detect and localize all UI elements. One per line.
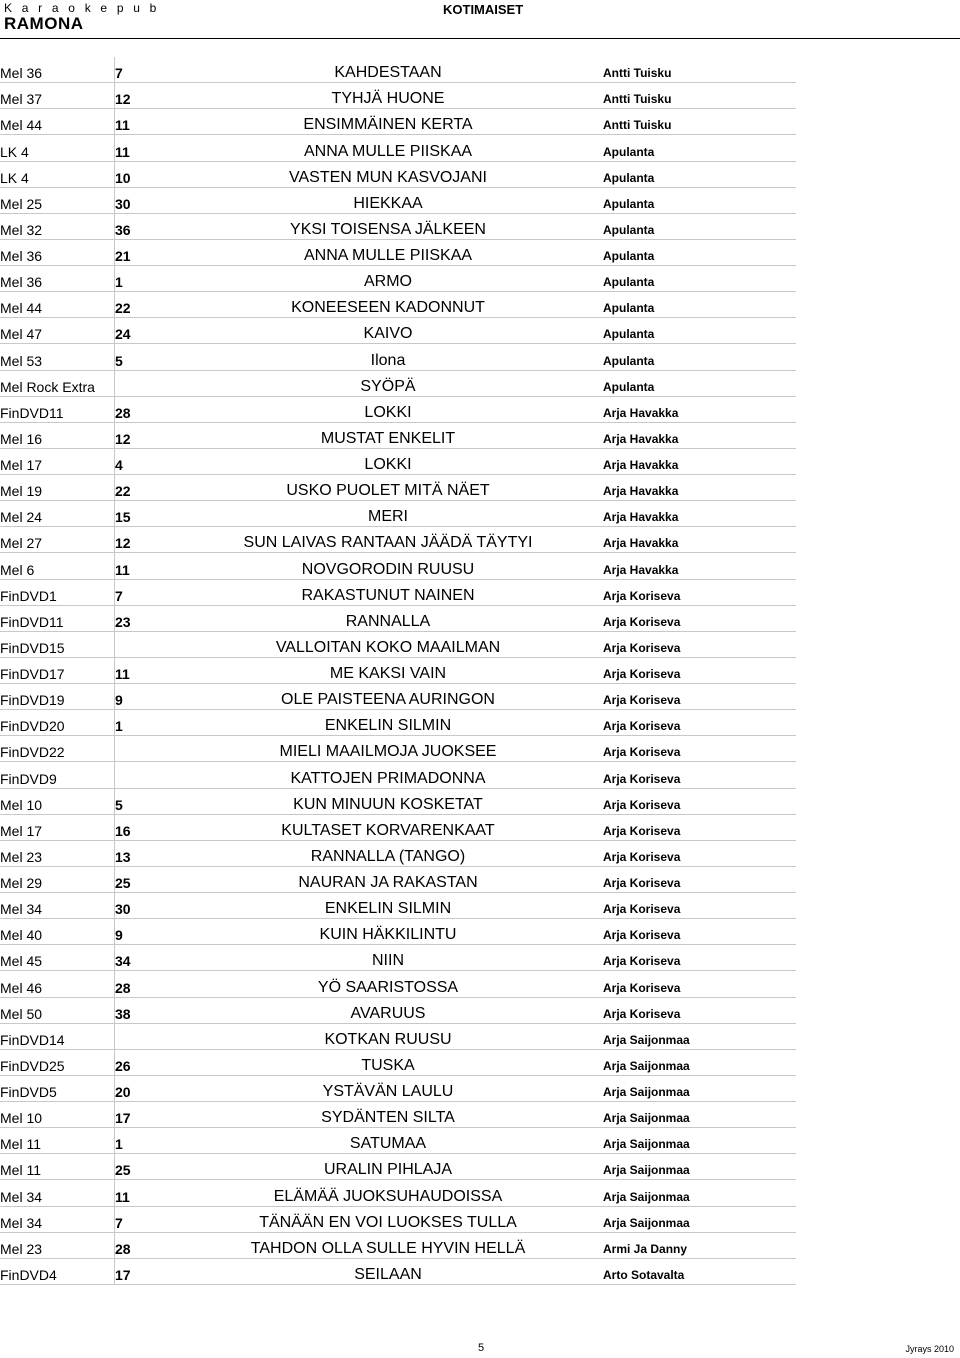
song-source: Mel 19: [0, 475, 115, 501]
song-number: 4: [115, 448, 174, 474]
song-artist: Arja Saijonmaa: [603, 1075, 796, 1101]
table-row: [0, 1075, 796, 1101]
song-source: FinDVD1: [0, 579, 115, 605]
song-artist: Apulanta: [603, 292, 796, 318]
song-source: Mel 36: [0, 266, 115, 292]
song-title: AVARUUS: [173, 997, 603, 1023]
song-artist: Arja Koriseva: [603, 684, 796, 710]
song-artist: Apulanta: [603, 344, 796, 370]
song-artist: Arja Koriseva: [603, 579, 796, 605]
table-row: [0, 945, 796, 971]
song-number: 7: [115, 579, 174, 605]
song-source: Mel 34: [0, 1180, 115, 1206]
table-row: [0, 553, 796, 579]
song-title: VASTEN MUN KASVOJANI: [173, 161, 603, 187]
song-artist: Apulanta: [603, 318, 796, 344]
song-source: FinDVD15: [0, 631, 115, 657]
song-artist: Arja Koriseva: [603, 710, 796, 736]
song-title: ANNA MULLE PIISKAA: [173, 135, 603, 161]
song-source: Mel 44: [0, 109, 115, 135]
song-number: [115, 370, 174, 396]
song-title: Ilona: [173, 344, 603, 370]
table-row: [0, 135, 796, 161]
song-artist: Arja Havakka: [603, 553, 796, 579]
table-row: [0, 1232, 796, 1258]
table-row: [0, 788, 796, 814]
song-artist: Arto Sotavalta: [603, 1258, 796, 1284]
song-title: SATUMAA: [173, 1128, 603, 1154]
table-row: [0, 866, 796, 892]
song-source: FinDVD20: [0, 710, 115, 736]
song-title: RANNALLA: [173, 605, 603, 631]
song-title: KATTOJEN PRIMADONNA: [173, 762, 603, 788]
song-title: KOTKAN RUUSU: [173, 1023, 603, 1049]
table-row: [0, 893, 796, 919]
song-source: Mel 23: [0, 840, 115, 866]
song-number: 22: [115, 292, 174, 318]
song-number: 11: [115, 135, 174, 161]
song-number: 28: [115, 971, 174, 997]
song-title: MUSTAT ENKELIT: [173, 422, 603, 448]
song-title: NOVGORODIN RUUSU: [173, 553, 603, 579]
song-artist: Antti Tuisku: [603, 57, 796, 83]
song-number: 11: [115, 1180, 174, 1206]
song-title: SYDÄNTEN SILTA: [173, 1102, 603, 1128]
song-number: 1: [115, 710, 174, 736]
song-number: 11: [115, 109, 174, 135]
song-source: Mel 50: [0, 997, 115, 1023]
table-row: [0, 501, 796, 527]
song-source: Mel 16: [0, 422, 115, 448]
song-source: Mel Rock Extra: [0, 370, 115, 396]
song-artist: Arja Saijonmaa: [603, 1128, 796, 1154]
song-title: SYÖPÄ: [173, 370, 603, 396]
song-number: 25: [115, 866, 174, 892]
song-artist: Antti Tuisku: [603, 83, 796, 109]
header-divider: [0, 38, 960, 39]
song-artist: Arja Koriseva: [603, 971, 796, 997]
table-row: [0, 213, 796, 239]
song-source: FinDVD17: [0, 657, 115, 683]
song-title: ENKELIN SILMIN: [173, 893, 603, 919]
song-number: 38: [115, 997, 174, 1023]
song-title: SUN LAIVAS RANTAAN JÄÄDÄ TÄYTYI: [173, 527, 603, 553]
footer-note: Jyrays 2010: [905, 1344, 954, 1354]
table-row: [0, 1102, 796, 1128]
song-title: HIEKKAA: [173, 187, 603, 213]
table-row: [0, 83, 796, 109]
song-number: 11: [115, 657, 174, 683]
song-source: Mel 47: [0, 318, 115, 344]
song-title: KAIVO: [173, 318, 603, 344]
song-number: 17: [115, 1102, 174, 1128]
song-number: 10: [115, 161, 174, 187]
song-artist: Arja Saijonmaa: [603, 1102, 796, 1128]
song-artist: Arja Koriseva: [603, 919, 796, 945]
song-artist: Arja Havakka: [603, 422, 796, 448]
song-number: 9: [115, 684, 174, 710]
song-artist: Arja Koriseva: [603, 945, 796, 971]
song-table: [0, 57, 796, 1285]
song-title: ENKELIN SILMIN: [173, 710, 603, 736]
table-row: [0, 396, 796, 422]
song-number: [115, 1023, 174, 1049]
song-number: 16: [115, 814, 174, 840]
table-row: [0, 684, 796, 710]
table-row: [0, 1258, 796, 1284]
section-title: KOTIMAISET: [443, 2, 524, 17]
song-artist: Arja Havakka: [603, 448, 796, 474]
song-number: 7: [115, 1206, 174, 1232]
song-title: OLE PAISTEENA AURINGON: [173, 684, 603, 710]
song-number: 9: [115, 919, 174, 945]
song-source: Mel 44: [0, 292, 115, 318]
song-title: YKSI TOISENSA JÄLKEEN: [173, 213, 603, 239]
song-artist: Apulanta: [603, 135, 796, 161]
song-source: Mel 23: [0, 1232, 115, 1258]
song-source: Mel 46: [0, 971, 115, 997]
song-title: KUN MINUUN KOSKETAT: [173, 788, 603, 814]
song-artist: Apulanta: [603, 161, 796, 187]
song-artist: Arja Koriseva: [603, 997, 796, 1023]
song-source: Mel 36: [0, 239, 115, 265]
table-row: [0, 344, 796, 370]
song-source: Mel 6: [0, 553, 115, 579]
song-source: Mel 17: [0, 448, 115, 474]
song-source: Mel 11: [0, 1154, 115, 1180]
table-row: [0, 1180, 796, 1206]
song-title: KUIN HÄKKILINTU: [173, 919, 603, 945]
brand-tagline: K a r a o k e p u b: [4, 1, 160, 15]
table-row: [0, 448, 796, 474]
song-number: 1: [115, 266, 174, 292]
table-row: [0, 1049, 796, 1075]
song-number: 24: [115, 318, 174, 344]
song-artist: Arja Koriseva: [603, 605, 796, 631]
song-title: TAHDON OLLA SULLE HYVIN HELLÄ: [173, 1232, 603, 1258]
song-artist: Armi Ja Danny: [603, 1232, 796, 1258]
table-row: [0, 710, 796, 736]
table-row: [0, 1128, 796, 1154]
song-source: Mel 10: [0, 1102, 115, 1128]
table-row: [0, 527, 796, 553]
song-number: 5: [115, 788, 174, 814]
song-title: YSTÄVÄN LAULU: [173, 1075, 603, 1101]
table-row: [0, 1154, 796, 1180]
song-source: Mel 45: [0, 945, 115, 971]
song-source: FinDVD25: [0, 1049, 115, 1075]
song-source: FinDVD9: [0, 762, 115, 788]
song-number: [115, 736, 174, 762]
song-source: LK 4: [0, 135, 115, 161]
song-artist: Arja Koriseva: [603, 893, 796, 919]
table-row: [0, 422, 796, 448]
song-artist: Arja Koriseva: [603, 814, 796, 840]
song-title: SEILAAN: [173, 1258, 603, 1284]
song-number: 30: [115, 187, 174, 213]
song-source: FinDVD4: [0, 1258, 115, 1284]
song-source: Mel 53: [0, 344, 115, 370]
song-artist: Apulanta: [603, 213, 796, 239]
song-number: 12: [115, 422, 174, 448]
song-source: Mel 24: [0, 501, 115, 527]
song-artist: Arja Havakka: [603, 501, 796, 527]
table-row: [0, 57, 796, 83]
table-row: [0, 736, 796, 762]
song-title: USKO PUOLET MITÄ NÄET: [173, 475, 603, 501]
song-number: 17: [115, 1258, 174, 1284]
song-artist: Arja Saijonmaa: [603, 1023, 796, 1049]
song-source: Mel 34: [0, 893, 115, 919]
song-artist: Arja Koriseva: [603, 762, 796, 788]
song-artist: Arja Havakka: [603, 527, 796, 553]
song-number: 23: [115, 605, 174, 631]
song-number: [115, 631, 174, 657]
song-source: Mel 34: [0, 1206, 115, 1232]
table-row: [0, 370, 796, 396]
song-title: TUSKA: [173, 1049, 603, 1075]
song-title: KAHDESTAAN: [173, 57, 603, 83]
song-artist: Arja Saijonmaa: [603, 1180, 796, 1206]
song-title: ARMO: [173, 266, 603, 292]
song-source: Mel 36: [0, 57, 115, 83]
brand-logo: RAMONA: [4, 14, 84, 33]
song-number: 36: [115, 213, 174, 239]
song-source: Mel 27: [0, 527, 115, 553]
table-row: [0, 292, 796, 318]
song-title: VALLOITAN KOKO MAAILMAN: [173, 631, 603, 657]
song-title: URALIN PIHLAJA: [173, 1154, 603, 1180]
song-table-body: [0, 57, 796, 1284]
song-source: Mel 40: [0, 919, 115, 945]
song-number: 13: [115, 840, 174, 866]
song-title: NAURAN JA RAKASTAN: [173, 866, 603, 892]
song-source: Mel 37: [0, 83, 115, 109]
table-row: [0, 239, 796, 265]
song-title: RANNALLA (TANGO): [173, 840, 603, 866]
song-title: MIELI MAAILMOJA JUOKSEE: [173, 736, 603, 762]
table-row: [0, 161, 796, 187]
song-artist: Arja Koriseva: [603, 657, 796, 683]
table-row: [0, 475, 796, 501]
song-number: 1: [115, 1128, 174, 1154]
table-row: [0, 266, 796, 292]
song-source: FinDVD19: [0, 684, 115, 710]
table-row: [0, 1023, 796, 1049]
table-row: [0, 631, 796, 657]
song-title: MERI: [173, 501, 603, 527]
song-title: NIIN: [173, 945, 603, 971]
table-row: [0, 1206, 796, 1232]
table-row: [0, 997, 796, 1023]
song-number: 25: [115, 1154, 174, 1180]
song-title: YÖ SAARISTOSSA: [173, 971, 603, 997]
song-source: FinDVD5: [0, 1075, 115, 1101]
song-artist: Arja Saijonmaa: [603, 1049, 796, 1075]
song-title: RAKASTUNUT NAINEN: [173, 579, 603, 605]
song-number: 5: [115, 344, 174, 370]
song-artist: Arja Saijonmaa: [603, 1206, 796, 1232]
song-number: 7: [115, 57, 174, 83]
song-title: KULTASET KORVARENKAAT: [173, 814, 603, 840]
song-number: 28: [115, 1232, 174, 1258]
song-number: 34: [115, 945, 174, 971]
table-row: [0, 657, 796, 683]
song-number: 12: [115, 83, 174, 109]
song-source: LK 4: [0, 161, 115, 187]
table-row: [0, 762, 796, 788]
song-title: TYHJÄ HUONE: [173, 83, 603, 109]
table-row: [0, 919, 796, 945]
song-artist: Arja Koriseva: [603, 788, 796, 814]
song-title: LOKKI: [173, 396, 603, 422]
song-number: 28: [115, 396, 174, 422]
page-number: 5: [478, 1342, 485, 1354]
song-title: KONEESEEN KADONNUT: [173, 292, 603, 318]
song-artist: Apulanta: [603, 187, 796, 213]
song-number: [115, 762, 174, 788]
song-artist: Arja Koriseva: [603, 631, 796, 657]
table-row: [0, 971, 796, 997]
song-artist: Apulanta: [603, 266, 796, 292]
song-source: Mel 11: [0, 1128, 115, 1154]
song-source: Mel 25: [0, 187, 115, 213]
song-artist: Arja Koriseva: [603, 840, 796, 866]
song-artist: Arja Havakka: [603, 396, 796, 422]
song-number: 26: [115, 1049, 174, 1075]
table-row: [0, 605, 796, 631]
song-title: ELÄMÄÄ JUOKSUHAUDOISSA: [173, 1180, 603, 1206]
song-number: 21: [115, 239, 174, 265]
table-row: [0, 840, 796, 866]
song-number: 15: [115, 501, 174, 527]
song-source: FinDVD11: [0, 396, 115, 422]
song-source: Mel 29: [0, 866, 115, 892]
song-source: Mel 17: [0, 814, 115, 840]
song-artist: Arja Koriseva: [603, 866, 796, 892]
song-artist: Apulanta: [603, 370, 796, 396]
song-artist: Arja Havakka: [603, 475, 796, 501]
song-source: Mel 32: [0, 213, 115, 239]
song-artist: Arja Koriseva: [603, 736, 796, 762]
song-number: 22: [115, 475, 174, 501]
song-source: Mel 10: [0, 788, 115, 814]
song-title: LOKKI: [173, 448, 603, 474]
song-title: TÄNÄÄN EN VOI LUOKSES TULLA: [173, 1206, 603, 1232]
song-artist: Apulanta: [603, 239, 796, 265]
table-row: [0, 814, 796, 840]
table-row: [0, 187, 796, 213]
song-source: FinDVD22: [0, 736, 115, 762]
song-number: 11: [115, 553, 174, 579]
song-number: 20: [115, 1075, 174, 1101]
song-number: 12: [115, 527, 174, 553]
song-number: 30: [115, 893, 174, 919]
table-row: [0, 318, 796, 344]
page-header: [0, 0, 960, 40]
song-source: FinDVD14: [0, 1023, 115, 1049]
song-artist: Arja Saijonmaa: [603, 1154, 796, 1180]
song-title: ENSIMMÄINEN KERTA: [173, 109, 603, 135]
song-artist: Antti Tuisku: [603, 109, 796, 135]
song-title: ME KAKSI VAIN: [173, 657, 603, 683]
song-source: FinDVD11: [0, 605, 115, 631]
table-row: [0, 579, 796, 605]
song-title: ANNA MULLE PIISKAA: [173, 239, 603, 265]
table-row: [0, 109, 796, 135]
